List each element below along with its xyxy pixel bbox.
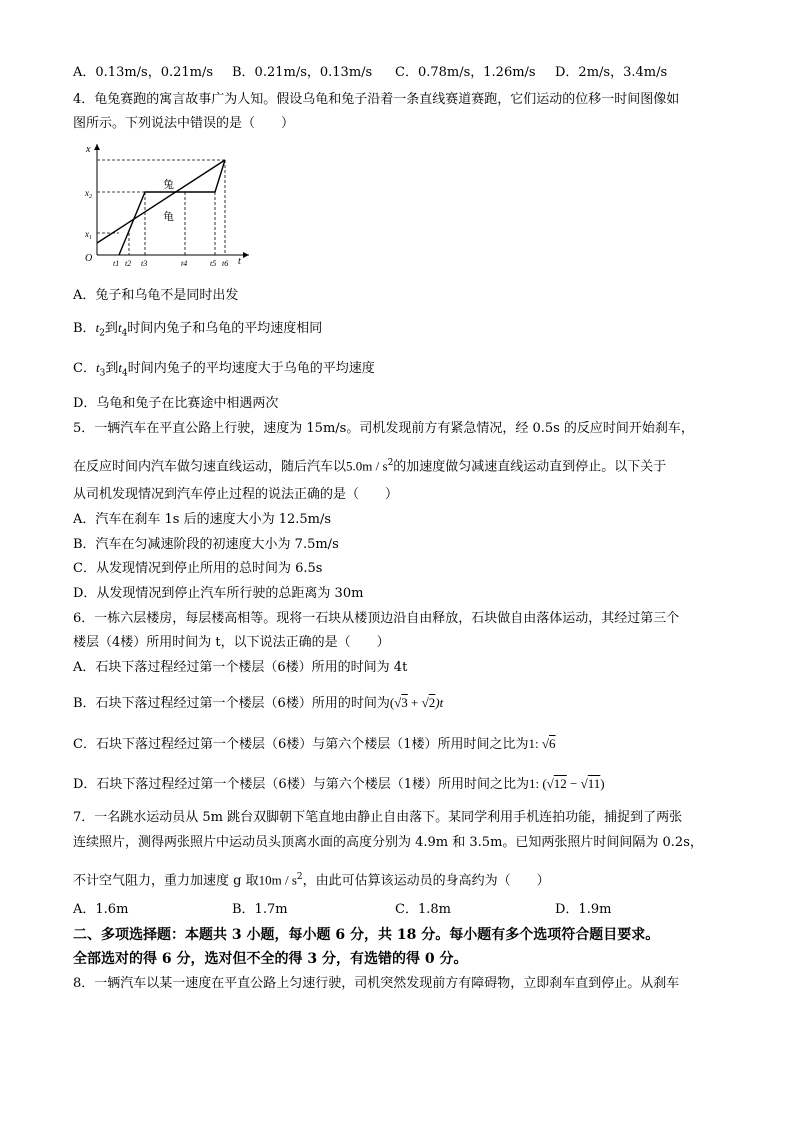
q5-stem-line1: 5．一辆汽车在平直公路上行驶，速度为 15m/s。司机发现前方有紧急情况，经 0.5s 的反应时间开始刹车， (73, 421, 694, 436)
q6-option-d: D．石块下落过程经过第一个楼层（6楼）与第六个楼层（1楼）所用时间之比为1: (√12 − √11) (73, 776, 605, 792)
q4-stem-line1: 4．龟兔赛跑的寓言故事广为人知。假设乌龟和兔子沿着一条直线赛道赛跑，它们运动的位移一时间图像如 (73, 92, 680, 107)
q4-x-tick-t2: t2 (125, 259, 132, 268)
q5-option-a: A．汽车在刹车 1s 后的速度大小为 12.5m/s (73, 512, 332, 527)
q5-option-c: C．从发现情况到停止所用的总时间为 6.5s (73, 561, 323, 576)
q8-stem-line1: 8．一辆汽车以某一速度在平直公路上匀速行驶，司机突然发现前方有障碍物，立即刹车直到停止。从刹车 (73, 976, 680, 991)
q3-option-d: D．2m/s，3.4m/s (555, 65, 668, 80)
q3-option-b: B．0.21m/s，0.13m/s (232, 65, 373, 80)
q6-stem-line1: 6．一栋六层楼房，每层楼高相等。现将一石块从楼顶边沿自由释放，石块做自由落体运动，其经过第三个 (73, 611, 680, 626)
q6-option-b: B．石块下落过程经过第一个楼层（6楼）所用的时间为(√3 + √2)t (73, 695, 444, 711)
q4-y-tick-x2: $x_2$ (85, 188, 92, 200)
q3-options (73, 65, 723, 81)
q3-option-a: A．0.13m/s，0.21m/s (73, 65, 214, 80)
q6-option-a: A．石块下落过程经过第一个楼层（6楼）所用的时间为 4t (73, 660, 408, 675)
q7-option-c: C．1.8m (395, 902, 451, 917)
q4-option-d: D．乌龟和兔子在比赛途中相遇两次 (73, 396, 279, 411)
q7-option-a: A．1.6m (73, 902, 129, 917)
q4-x-tick-t4: t4 (181, 259, 188, 268)
q7-stem-line1: 7．一名跳水运动员从 5m 跳台双脚朝下笔直地由静止自由落下。某同学利用手机连拍功能，捕捉到了两张 (73, 810, 683, 825)
q4-rabbit-line (119, 160, 225, 255)
q5-stem-line3: 从司机发现情况到汽车停止过程的说法正确的是（ ） (73, 487, 399, 502)
q4-x-tick-t3: t3 (141, 259, 148, 268)
q4-origin-label: O (85, 253, 93, 264)
q4-stem-line2: 图所示。下列说法中错误的是（ ） (73, 116, 295, 131)
q5-option-b: B．汽车在匀减速阶段的初速度大小为 7.5m/s (73, 537, 339, 552)
q4-rabbit-label: 兔 (163, 178, 174, 191)
q7-stem-line3: 不计空气阻力，重力加速度 g 取$10m / s^2$，由此可估算该运动员的身高约为（ ） (73, 872, 550, 889)
q4-x-tick-t5: t5 (210, 259, 217, 268)
q6-option-c: C．石块下落过程经过第一个楼层（6楼）与第六个楼层（1楼）所用时间之比为1: √6 (73, 736, 556, 752)
q4-option-a: A．兔子和乌龟不是同时出发 (73, 288, 239, 303)
q3-option-c: C．0.78m/s，1.26m/s (395, 65, 536, 80)
q4-option-b: B．$t_2$到$t_4$时间内兔子和乌龟的平均速度相同 (73, 320, 323, 339)
q4-xt-graph (83, 140, 253, 275)
q4-y-axis-label: x (86, 144, 91, 155)
section2-heading-line2: 全部选对的得 6 分，选对但不全的得 3 分，有选错的得 0 分。 (73, 951, 468, 967)
q4-y-tick-x1: $x_1$ (85, 229, 92, 241)
q6-stem-line2: 楼层（4楼）所用时间为 t，以下说法正确的是（ ） (73, 635, 390, 650)
q7-stem-line2: 连续照片，测得两张照片中运动员头顶离水面的高度分别为 4.9m 和 3.5m。已知两张照片时间间隔为 0.2s， (73, 835, 703, 850)
q4-x-axis-arrow (243, 252, 249, 258)
q4-x-tick-t1: t1 (113, 259, 120, 268)
q4-option-c: C．$t_3$到$t_4$时间内兔子的平均速度大于乌龟的平均速度 (73, 360, 375, 379)
q4-turtle-line (97, 160, 225, 243)
q4-turtle-label: 龟 (163, 210, 174, 223)
section2-heading-line1: 二、多项选择题：本题共 3 小题，每小题 6 分，共 18 分。每小题有多个选项符合题目要求。 (73, 927, 660, 943)
q4-x-axis-label: t (238, 256, 241, 267)
q7-option-b: B．1.7m (232, 902, 288, 917)
q5-option-d: D．从发现情况到停止汽车所行驶的总距离为 30m (73, 586, 364, 601)
q4-x-tick-t6: t6 (222, 259, 229, 268)
q5-stem-line2: 在反应时间内汽车做匀速直线运动，随后汽车以$5.0m / s^2$的加速度做匀减速直线运动直到停止。以下关于 (73, 458, 667, 475)
q7-options (73, 902, 673, 918)
q7-option-d: D．1.9m (555, 902, 612, 917)
q4-y-axis-arrow (94, 144, 100, 150)
